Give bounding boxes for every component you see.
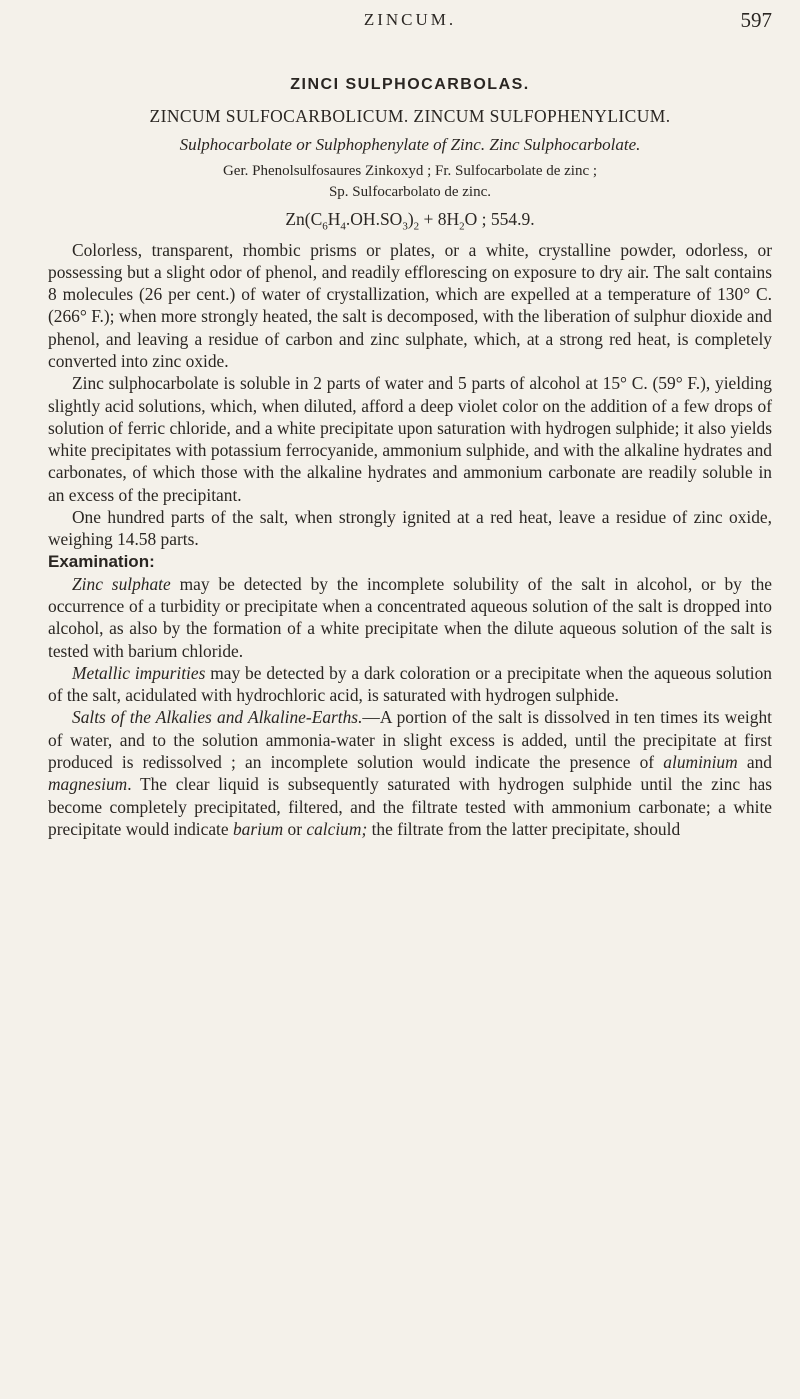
solubility-paragraph: Zinc sulphocarbolate is soluble in 2 parts of water and 5 parts of alcohol at 15° C. (59° F.), yielding slightly acid solutions, which, when diluted, afford a deep violet color on the addition of a few drops of solution of ferric chloride, and a white precipitate upon saturation with hydrogen sulphide; it also yields white precipitates with potassium ferrocyanide, ammonium sulphide, and with the alkaline hydrates and carbonates, of which those with the alkaline hydrates and ammonium carbonate are readily soluble in an excess of the precipitant. bbox=[48, 373, 772, 505]
test-text: may be detected by a dark coloration or a precipitate when the aqueous solution of the salt, acidulated with hydrochloric acid, is saturated with hydrogen sulphide. bbox=[48, 662, 772, 706]
formula-part: H bbox=[327, 209, 341, 229]
book-page bbox=[48, 0, 772, 840]
italic-term: magnesium bbox=[48, 774, 128, 795]
running-head-title: ZINCUM. bbox=[363, 10, 457, 29]
formula-subscript: 2 bbox=[459, 220, 465, 233]
formula-subscript: 2 bbox=[413, 220, 420, 233]
italic-term: aluminium bbox=[663, 752, 738, 773]
page-number: 597 bbox=[740, 8, 772, 32]
zinc-sulphate-test bbox=[48, 573, 772, 662]
chemical-formula bbox=[48, 209, 772, 233]
formula-part: + 8H bbox=[419, 209, 460, 229]
residue-paragraph: One hundred parts of the salt, when strongly ignited at a red heat, leave a residue of zinc oxide, weighing 14.58 parts. bbox=[48, 507, 772, 550]
examination-heading: Examination: bbox=[48, 551, 155, 571]
formula-part: ) bbox=[407, 209, 414, 229]
test-lead: Metallic impurities bbox=[72, 662, 206, 683]
test-text: or bbox=[283, 818, 307, 839]
foreign-names bbox=[48, 161, 772, 203]
test-text: may be detected by the incomplete solubility of the salt in alcohol, or by the occurrence of a turbidity or precipitate when a concentrated aqueous solution of the salt is dropped into alcohol, as also by the formation of a white precipitate when the dilute aqueous solution of the salt is tested with barium chloride. bbox=[48, 573, 772, 661]
formula-subscript: 3 bbox=[402, 220, 408, 233]
metallic-impurities-test bbox=[48, 662, 772, 707]
test-text: . The clear liquid is subsequently saturated with hydrogen sulphide until the zinc has become completely precipitated, filtered, and the filtrate tested with ammonium carbonate; a white precipitate would indicate bbox=[48, 774, 772, 839]
italic-term: barium bbox=[232, 818, 284, 839]
test-lead: Zinc sulphate bbox=[72, 573, 171, 594]
formula-part: O ; 554.9. bbox=[464, 209, 535, 229]
test-text: and bbox=[737, 752, 772, 773]
foreign-names-line: Sp. Sulfocarbolato de zinc. bbox=[328, 184, 492, 200]
foreign-names-line: Ger. Phenolsulfosaures Zinkoxyd ; Fr. Sulfocarbolate de zinc ; bbox=[222, 163, 598, 179]
italic-term: calcium; bbox=[306, 818, 368, 839]
alkalies-test bbox=[48, 706, 772, 840]
test-text: the filtrate from the latter precipitate, should bbox=[367, 818, 681, 839]
synonyms: Sulphocarbolate or Sulphophenylate of Zinc. Zinc Sulphocarbolate. bbox=[179, 135, 641, 154]
test-lead: Salts of the Alkalies and Alkaline-Earths. bbox=[72, 707, 363, 728]
running-head bbox=[48, 0, 772, 40]
formula-subscript: 6 bbox=[322, 220, 328, 233]
description-paragraph: Colorless, transparent, rhombic prisms or plates, or a white, crystalline powder, odorless, or possessing but a slight odor of phenol, and readily efflorescing on exposure to dry air. The salt contains 8 molecules (26 per cent.) of water of crystallization, which are expelled at a temperature of 130° C. (266° F.); when more strongly heated, the salt is decomposed, with the liberation of sulphur dioxide and phenol, and leaving a residue of carbon and zinc sulphate, which, at a strong red heat, is completely converted into zinc oxide. bbox=[48, 239, 772, 371]
official-names: ZINCUM SULFOCARBOLICUM. ZINCUM SULFOPHENYLICUM. bbox=[149, 106, 671, 126]
formula-subscript: 4 bbox=[340, 220, 346, 233]
entry-heading: ZINCI SULPHOCARBOLAS. bbox=[290, 76, 530, 93]
formula-part: .OH.SO bbox=[345, 209, 403, 229]
test-text: —A portion of the salt is dissolved in ten times its weight of water, and to the solution ammonia-water in slight excess is added, until the precipitate at first produced is redissolved ; an incomplete solution would indicate the presence of bbox=[48, 707, 772, 773]
formula-part: Zn(C bbox=[285, 209, 323, 229]
